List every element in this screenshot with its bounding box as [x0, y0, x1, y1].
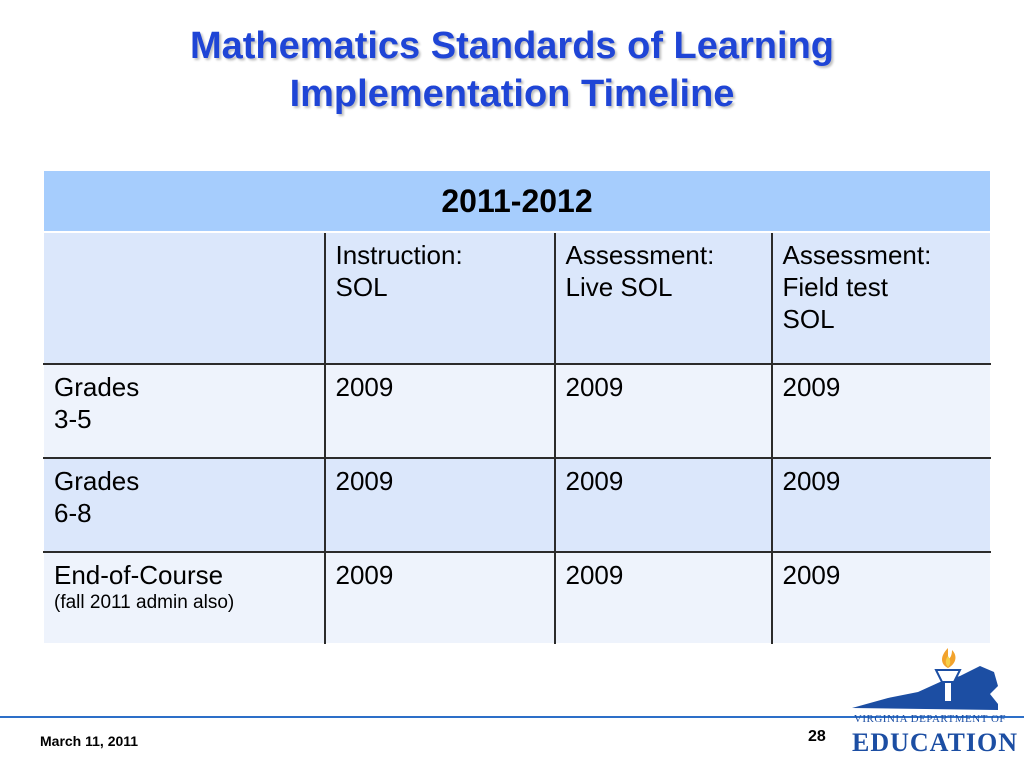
row-label-end-of-course — [44, 552, 325, 644]
column-header-row — [44, 232, 991, 364]
row-label-line-1: End-of-Course — [54, 560, 224, 590]
table-cell: 2009 — [555, 364, 772, 458]
table-cell: 2009 — [772, 458, 991, 552]
footer-date: March 11, 2011 — [40, 733, 139, 749]
year-header: 2011-2012 — [44, 171, 991, 233]
table-row — [44, 364, 991, 458]
slide-title-line-1: Mathematics Standards of Learning — [189, 25, 834, 67]
logo-text-line-1: VIRGINIA DEPARTMENT OF — [853, 713, 1007, 725]
row-label-line-1: Grades — [54, 372, 140, 402]
table-cell: 2009 — [555, 552, 772, 644]
header-cell-instruction — [325, 232, 555, 364]
header-cell-field-test-sol — [772, 232, 991, 364]
row-label-line-1: Grades — [54, 466, 140, 496]
header-cell-live-sol — [555, 232, 772, 364]
header-field-line-2: Field test — [782, 272, 888, 302]
row-label-grades-3-5 — [44, 364, 325, 458]
table-row — [44, 552, 991, 644]
header-live-line-1: Assessment: — [565, 240, 715, 270]
header-instruction-line-1: Instruction: — [335, 240, 463, 270]
slide-title — [0, 22, 1024, 118]
row-label-note: (fall 2011 admin also) — [54, 592, 235, 613]
table-cell: 2009 — [555, 458, 772, 552]
slide-title-line-2: Implementation Timeline — [289, 73, 735, 115]
table-cell: 2009 — [772, 552, 991, 644]
page-number: 28 — [808, 728, 826, 745]
row-label-grades-6-8 — [44, 458, 325, 552]
timeline-table — [43, 170, 991, 644]
header-live-line-2: Live SOL — [565, 272, 673, 302]
year-header-row — [44, 171, 991, 233]
header-field-line-3: SOL — [782, 304, 835, 334]
table-cell: 2009 — [325, 364, 555, 458]
header-cell-empty — [44, 232, 325, 364]
table-row — [44, 458, 991, 552]
row-label-line-2: 3-5 — [54, 404, 92, 434]
row-label-line-2: 6-8 — [54, 498, 92, 528]
table-cell: 2009 — [772, 364, 991, 458]
table-cell: 2009 — [325, 552, 555, 644]
header-instruction-line-2: SOL — [335, 272, 388, 302]
table-cell: 2009 — [325, 458, 555, 552]
logo-text-line-2: EDUCATION — [852, 728, 1018, 757]
header-field-line-1: Assessment: — [782, 240, 932, 270]
